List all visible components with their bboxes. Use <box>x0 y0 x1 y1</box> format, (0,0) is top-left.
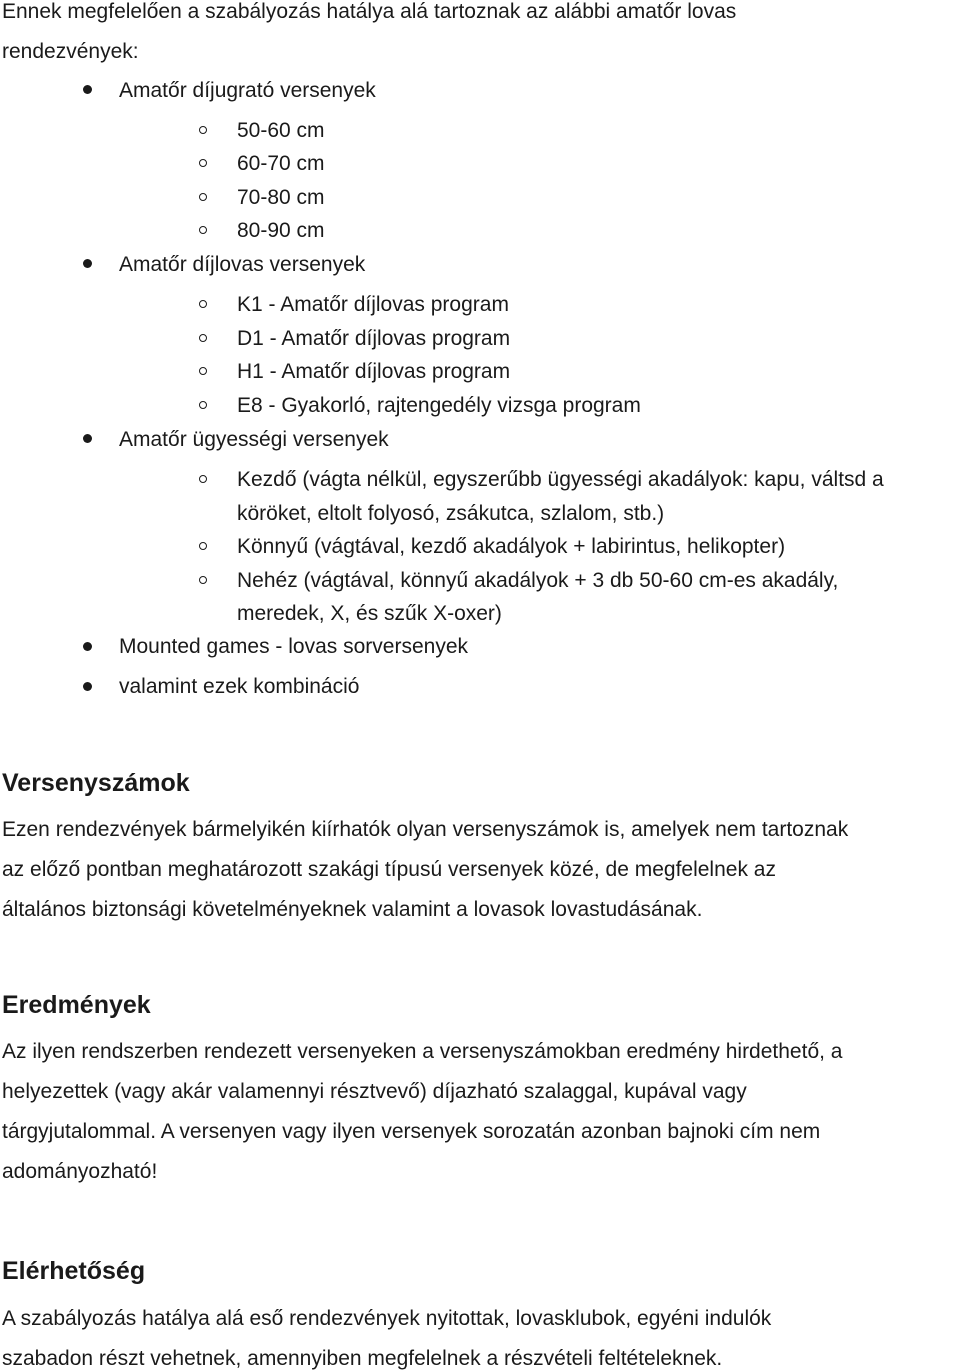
sub-list-item-continuation: köröket, eltolt folyosó, zsákutca, szlalom, stb.) <box>237 502 665 525</box>
sub-list-item: E8 - Gyakorló, rajtengedély vizsga program <box>237 394 641 417</box>
circle-bullet-icon <box>199 576 207 584</box>
circle-bullet-icon <box>199 542 207 550</box>
sub-list-item: Kezdő (vágta nélkül, egyszerűbb ügyességi akadályok: kapu, váltsd a <box>237 468 884 491</box>
circle-bullet-icon <box>199 334 207 342</box>
sub-list-item: K1 - Amatőr díjlovas program <box>237 293 509 316</box>
section-heading: Eredmények <box>2 991 151 1019</box>
sub-list-item: Könnyű (vágtával, kezdő akadályok + labirintus, helikopter) <box>237 535 786 558</box>
circle-bullet-icon <box>199 401 207 409</box>
paragraph-line: helyezettek (vagy akár valamennyi résztvevő) díjazható szalaggal, kupával vagy <box>2 1080 747 1103</box>
circle-bullet-icon <box>199 367 207 375</box>
intro-line: rendezvények: <box>2 40 139 63</box>
sub-list-item: 70-80 cm <box>237 186 325 209</box>
paragraph-line: Az ilyen rendszerben rendezett versenyeken a versenyszámokban eredmény hirdethető, a <box>2 1040 843 1063</box>
bullet-icon <box>83 85 92 94</box>
list-item-label: Amatőr díjlovas versenyek <box>119 253 366 276</box>
sub-list-item: 80-90 cm <box>237 219 325 242</box>
sub-list-item: 60-70 cm <box>237 152 325 175</box>
sub-list-item: H1 - Amatőr díjlovas program <box>237 360 511 383</box>
paragraph-line: az előző pontban meghatározott szakági típusú versenyek közé, de megfelelnek az <box>2 858 776 881</box>
sub-list-item: Nehéz (vágtával, könnyű akadályok + 3 db 50-60 cm-es akadály, <box>237 569 839 592</box>
bullet-icon <box>83 434 92 443</box>
sub-list-item: 50-60 cm <box>237 119 325 142</box>
section-heading: Versenyszámok <box>2 769 190 797</box>
circle-bullet-icon <box>199 159 207 167</box>
circle-bullet-icon <box>199 193 207 201</box>
paragraph-line: adományozható! <box>2 1160 158 1183</box>
sub-list-item-continuation: meredek, X, és szűk X-oxer) <box>237 602 502 625</box>
bullet-icon <box>83 259 92 268</box>
circle-bullet-icon <box>199 475 207 483</box>
circle-bullet-icon <box>199 300 207 308</box>
intro-line: Ennek megfelelően a szabályozás hatálya alá tartoznak az alábbi amatőr lovas <box>2 0 737 23</box>
paragraph-line: szabadon részt vehetnek, amennyiben megfelelnek a részvételi feltételeknek. <box>2 1347 723 1370</box>
paragraph-line: tárgyjutalommal. A versenyen vagy ilyen versenyek sorozatán azonban bajnoki cím nem <box>2 1120 821 1143</box>
paragraph-line: általános biztonsági követelményeknek valamint a lovasok lovastudásának. <box>2 898 703 921</box>
bullet-icon <box>83 682 92 691</box>
section-heading: Elérhetőség <box>2 1257 146 1285</box>
list-item-label: Amatőr ügyességi versenyek <box>119 428 389 451</box>
paragraph-line: Ezen rendezvények bármelyikén kiírhatók olyan versenyszámok is, amelyek nem tartoznak <box>2 818 849 841</box>
bullet-icon <box>83 642 92 651</box>
list-item-label: valamint ezek kombináció <box>119 675 360 698</box>
paragraph-line: A szabályozás hatálya alá eső rendezvények nyitottak, lovasklubok, egyéni indulók <box>2 1307 772 1330</box>
list-item-label: Mounted games - lovas sorversenyek <box>119 635 468 658</box>
circle-bullet-icon <box>199 226 207 234</box>
circle-bullet-icon <box>199 126 207 134</box>
sub-list-item: D1 - Amatőr díjlovas program <box>237 327 511 350</box>
list-item-label: Amatőr díjugrató versenyek <box>119 79 376 102</box>
